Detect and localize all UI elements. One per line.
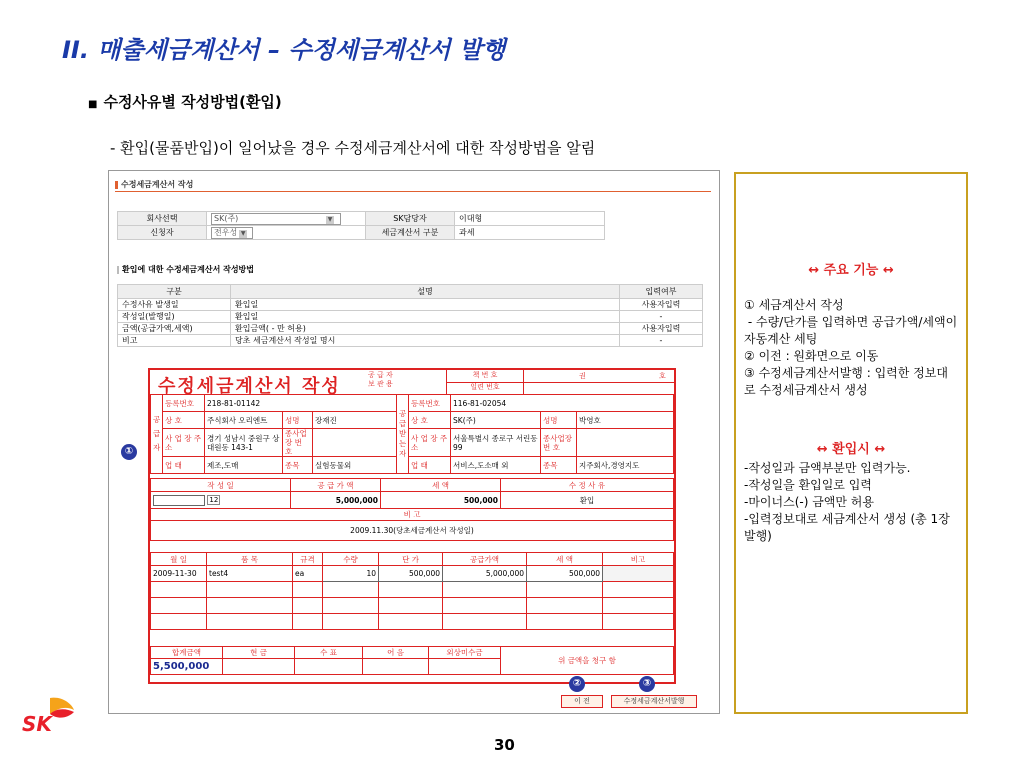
branch-label: 종사업장 번 호: [541, 429, 577, 457]
supplier-addr: 경기 성남시 중원구 상대원동 143-1: [205, 429, 283, 457]
reason-value: 환입: [501, 492, 674, 509]
marker-1: ①: [121, 444, 137, 460]
item-label: 종목: [283, 457, 313, 474]
supplier-rep: 장재진: [313, 412, 397, 429]
book-unit-1: 권: [579, 372, 586, 380]
rep-label: 성명: [283, 412, 313, 429]
item-header: 품 목: [207, 553, 293, 566]
addr-label: 사 업 장 주 소: [163, 429, 205, 457]
date-label: 작 성 일: [151, 479, 291, 492]
company-label: 회사선택: [118, 212, 207, 226]
totals-table: [150, 646, 674, 675]
calendar-icon[interactable]: 12: [209, 496, 219, 504]
buyer-reg: 116-81-02054: [451, 395, 674, 412]
sum-header: 어 음: [363, 647, 429, 659]
item-header: 세 액: [527, 553, 603, 566]
owner-label: SK담당자: [366, 212, 455, 226]
type-label: 세금계산서 구분: [366, 226, 455, 240]
invoice-screen: [108, 170, 720, 714]
info-table: [117, 211, 605, 240]
panel-line: -입력정보대로 세금계산서 생성 (총 1장 발행): [744, 512, 950, 543]
applicant-label: 신청자: [118, 226, 207, 240]
buyer-item: 지주회사,경영지도: [577, 457, 674, 474]
screen-header: [115, 179, 193, 190]
info-panel: [734, 172, 968, 714]
panel-line: -작성일과 금액부분만 입력가능.: [744, 461, 911, 475]
company-value: SK(주): [214, 213, 239, 223]
guide-cell: 작성일(발행일): [118, 311, 231, 323]
supplier-biz: 제조,도매: [205, 457, 283, 474]
item-header: 규격: [293, 553, 323, 566]
sk-logo-text: SK: [22, 712, 52, 736]
buyer-name: SK(주): [451, 412, 541, 429]
square-bullet-icon: ■: [88, 99, 98, 110]
subtitle-text: 수정사유별 작성방법(환입): [103, 93, 282, 111]
panel-return-list: [736, 460, 966, 545]
serial-no-label: 일련 번호: [447, 382, 524, 394]
panel-function-list: [736, 297, 966, 399]
guide-cell: 당초 세금계산서 작성일 명시: [231, 335, 620, 347]
supplier-reg: 218-81-01142: [205, 395, 397, 412]
buyer-rep: 박영호: [577, 412, 674, 429]
marker-2: ②: [569, 676, 585, 692]
item-date: 2009-11-30: [151, 566, 207, 582]
item-spec: ea: [293, 566, 323, 582]
buyer-branch: [577, 429, 674, 457]
rep-label: 성명: [541, 412, 577, 429]
panel-line: ③ 수정세금계산서발행 : 입력한 정보대로 수정세금계산서 생성: [744, 366, 948, 397]
guide-title: [117, 264, 254, 275]
page-number: 30: [494, 736, 515, 754]
sk-logo: [20, 694, 80, 740]
panel-line: ① 세금계산서 작성: [744, 298, 844, 312]
price-input[interactable]: 500,000: [379, 566, 443, 582]
panel-line: -작성일을 환입일로 입력: [744, 478, 872, 492]
guide-bar-icon: [117, 266, 119, 274]
sum-header: 수 표: [295, 647, 363, 659]
item-header: 수량: [323, 553, 379, 566]
item-row-empty: [151, 582, 674, 598]
guide-header: 설명: [231, 285, 620, 299]
guide-row: [118, 323, 703, 335]
item-label: 종목: [541, 457, 577, 474]
reason-label: 수 정 사 유: [501, 479, 674, 492]
guide-header: 구분: [118, 285, 231, 299]
qty-input[interactable]: 10: [323, 566, 379, 582]
item-row: [151, 566, 674, 582]
book-no-units: [524, 370, 675, 383]
guide-cell: 사용자입력: [620, 299, 703, 311]
guide-cell: 환입일: [231, 299, 620, 311]
reg-label: 등록번호: [409, 395, 451, 412]
guide-table: [117, 284, 703, 347]
item-header: 월 일: [151, 553, 207, 566]
supplier-branch: [313, 429, 397, 457]
supplier-item: 실험동물외: [313, 457, 397, 474]
supply-total: 5,000,000: [291, 492, 381, 509]
remark-label: 비 고: [151, 509, 674, 521]
company-select[interactable]: [211, 213, 341, 225]
header-divider: [115, 191, 711, 192]
panel-line: -마이너스(-) 금액만 허용: [744, 495, 874, 509]
book-number-box: [446, 370, 675, 394]
biz-label: 업 태: [163, 457, 205, 474]
name-label: 상 호: [409, 412, 451, 429]
applicant-select[interactable]: [211, 227, 253, 239]
tax-input[interactable]: 500,000: [527, 566, 603, 582]
book-no-label: 책 번 호: [447, 370, 524, 383]
applicant-value: 전우성: [214, 227, 238, 237]
claim-text: 위 금액을 청구 함: [501, 647, 674, 675]
panel-line: - 수량/단가를 입력하면 공급가액/세액이 자동계산 세팅: [744, 315, 961, 346]
remark-input[interactable]: [603, 566, 674, 582]
supplier-side-label: 공급자: [151, 395, 163, 474]
biz-label: 업 태: [409, 457, 451, 474]
name-label: 상 호: [163, 412, 205, 429]
screen-header-text: 수정세금계산서 작성: [121, 180, 194, 189]
issue-button[interactable]: 수정세금계산서발행: [611, 695, 697, 708]
item-header: 공급가액: [443, 553, 527, 566]
prev-button[interactable]: 이 전: [561, 695, 603, 708]
branch-label: 종사업장 번 호: [283, 429, 313, 457]
guide-cell: 환입금액( - 만 허용): [231, 323, 620, 335]
slide-title: II. 매출세금계산서 – 수정세금계산서 발행: [62, 36, 506, 64]
book-unit-2: 호: [659, 372, 666, 380]
supply-label: 공 급 가 액: [291, 479, 381, 492]
owner-value: 이대형: [455, 212, 605, 226]
invoice-subtitle: [368, 371, 393, 389]
chevron-down-icon: ▼: [327, 215, 333, 223]
panel-head-return: ↔ 환입시 ↔: [816, 442, 886, 457]
guide-cell: 비고: [118, 335, 231, 347]
chevron-down-icon: ▼: [240, 229, 246, 237]
orange-bar-icon: [115, 181, 118, 189]
tax-total: 500,000: [381, 492, 501, 509]
item-header: 비고: [603, 553, 674, 566]
section-subtitle: [88, 91, 282, 112]
item-name: test4: [207, 566, 293, 582]
guide-cell: 사용자입력: [620, 323, 703, 335]
guide-row: [118, 335, 703, 347]
supplier-name: 주식회사 오리엔트: [205, 412, 283, 429]
date-input[interactable]: [153, 495, 205, 506]
reg-label: 등록번호: [163, 395, 205, 412]
marker-3: ③: [639, 676, 655, 692]
buyer-addr: 서울특별시 종로구 서린동 99: [451, 429, 541, 457]
remark-value: 2009.11.30(당초세금계산서 작성일): [151, 521, 674, 541]
guide-title-text: 환입에 대한 수정세금계산서 작성방법: [122, 265, 255, 274]
panel-line: ② 이전 : 원화면으로 이동: [744, 349, 879, 363]
items-table: [150, 552, 674, 630]
title-sub-2: 보 관 용: [368, 380, 393, 388]
invoice-form: [148, 368, 676, 684]
slide-description: - 환입(물품반입)이 일어났을 경우 수정세금계산서에 대한 작성방법을 알림: [110, 139, 596, 157]
supply-input[interactable]: 5,000,000: [443, 566, 527, 582]
buyer-side-label: 공급받는자: [397, 395, 409, 474]
guide-cell: -: [620, 335, 703, 347]
title-sub-1: 공 급 자: [368, 371, 393, 379]
guide-row: [118, 299, 703, 311]
panel-head-functions: ↔ 주요 기능 ↔: [808, 263, 894, 278]
guide-cell: 환입일: [231, 311, 620, 323]
party-table: [150, 394, 674, 474]
tax-label: 세 액: [381, 479, 501, 492]
guide-header: 입력여부: [620, 285, 703, 299]
guide-cell: -: [620, 311, 703, 323]
sum-header: 현 금: [223, 647, 295, 659]
sum-header: 합계금액: [151, 647, 223, 659]
sum-total: 5,500,000: [151, 659, 223, 675]
buyer-biz: 서비스,도소매 외: [451, 457, 541, 474]
item-row-empty: [151, 614, 674, 630]
amount-table: [150, 478, 674, 541]
invoice-title: 수정세금계산서 작성: [158, 376, 341, 397]
guide-cell: 수정사유 발생일: [118, 299, 231, 311]
addr-label: 사 업 장 주 소: [409, 429, 451, 457]
item-row-empty: [151, 598, 674, 614]
item-header: 단 가: [379, 553, 443, 566]
guide-cell: 금액(공급가액,세액): [118, 323, 231, 335]
sum-header: 외상미수금: [429, 647, 501, 659]
guide-row: [118, 311, 703, 323]
type-value: 과세: [455, 226, 605, 240]
invoice-title-row: [150, 370, 674, 395]
